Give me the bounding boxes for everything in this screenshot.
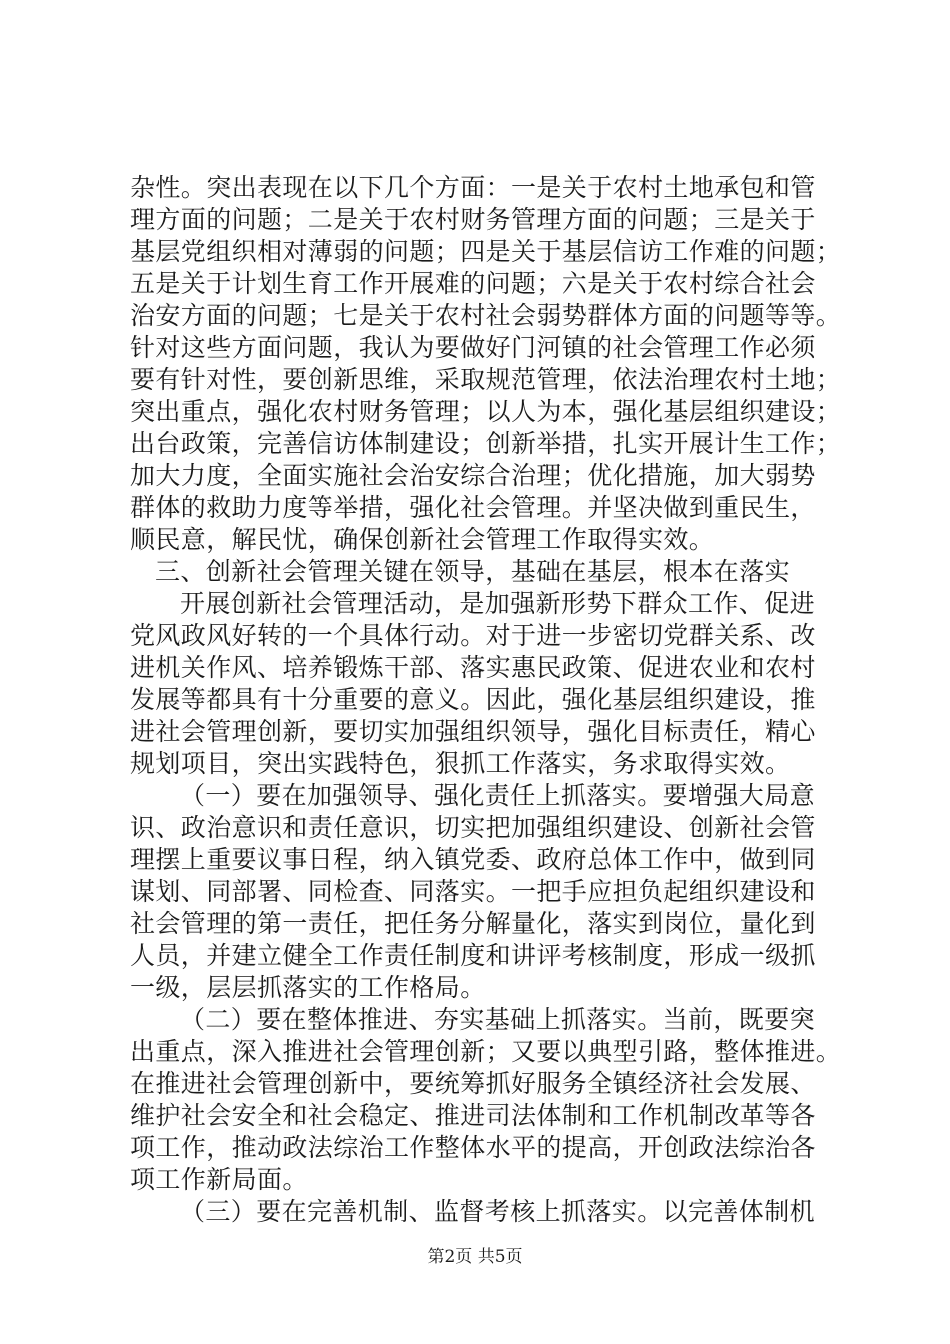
text-line: 开展创新社会管理活动，是加强新形势下群众工作、促进 [180, 589, 816, 618]
text-line: 基层党组织相对薄弱的问题；四是关于基层信访工作难的问题； [130, 237, 842, 266]
text-line: 理摆上重要议事日程，纳入镇党委、政府总体工作中，做到同 [130, 845, 816, 874]
text-line: 规划项目，突出实践特色，狠抓工作落实，务求取得实效。 [130, 749, 791, 778]
text-line: 谋划、同部署、同检查、同落实。一把手应担负起组织建设和 [130, 877, 816, 906]
text-line: 在推进社会管理创新中，要统筹抓好服务全镇经济社会发展、 [130, 1069, 816, 1098]
text-line: 突出重点，强化农村财务管理；以人为本，强化基层组织建设； [130, 397, 842, 426]
text-line: 出重点，深入推进社会管理创新；又要以典型引路，整体推进。 [130, 1037, 842, 1066]
text-line: 进社会管理创新，要切实加强组织领导，强化目标责任，精心 [130, 717, 816, 746]
text-line: 人员，并建立健全工作责任制度和讲评考核制度，形成一级抓 [130, 941, 816, 970]
text-line: 理方面的问题；二是关于农村财务管理方面的问题；三是关于 [130, 205, 816, 234]
text-line: 项工作新局面。 [130, 1165, 308, 1194]
text-line: 出台政策，完善信访体制建设；创新举措，扎实开展计生工作； [130, 429, 842, 458]
text-line: （二）要在整体推进、夯实基础上抓落实。当前，既要突 [180, 1005, 816, 1034]
text-line: 党风政风好转的一个具体行动。对于进一步密切党群关系、改 [130, 621, 816, 650]
text-line: 五是关于计划生育工作开展难的问题；六是关于农村综合社会 [130, 269, 816, 298]
text-line: 要有针对性，要创新思维，采取规范管理，依法治理农村土地； [130, 365, 842, 394]
text-line: 一级，层层抓落实的工作格局。 [130, 973, 486, 1002]
text-line: 治安方面的问题；七是关于农村社会弱势群体方面的问题等等。 [130, 301, 842, 330]
text-line: 顺民意，解民忧，确保创新社会管理工作取得实效。 [130, 525, 715, 554]
page-footer: 第2页 共5页 [427, 1247, 523, 1267]
text-line: 进机关作风、培养锻炼干部、落实惠民政策、促进农业和农村 [130, 653, 816, 682]
text-line: 杂性。突出表现在以下几个方面：一是关于农村土地承包和管 [130, 173, 816, 202]
text-line: 项工作，推动政法综治工作整体水平的提高，开创政法综治各 [130, 1133, 816, 1162]
text-line: 三、创新社会管理关键在领导，基础在基层，根本在落实 [155, 557, 791, 586]
document-body [130, 172, 850, 1228]
text-line: 群体的救助力度等举措，强化社会管理。并坚决做到重民生， [130, 493, 816, 522]
text-line: 加大力度，全面实施社会治安综合治理；优化措施，加大弱势 [130, 461, 816, 490]
text-line: 社会管理的第一责任，把任务分解量化，落实到岗位，量化到 [130, 909, 816, 938]
text-line: 维护社会安全和社会稳定、推进司法体制和工作机制改革等各 [130, 1101, 816, 1130]
text-line: （一）要在加强领导、强化责任上抓落实。要增强大局意 [180, 781, 816, 810]
text-line: （三）要在完善机制、监督考核上抓落实。以完善体制机 [180, 1197, 816, 1226]
text-line: 识、政治意识和责任意识，切实把加强组织建设、创新社会管 [130, 813, 816, 842]
text-line: 针对这些方面问题，我认为要做好门河镇的社会管理工作必须 [130, 333, 816, 362]
text-line: 发展等都具有十分重要的意义。因此，强化基层组织建设，推 [130, 685, 816, 714]
